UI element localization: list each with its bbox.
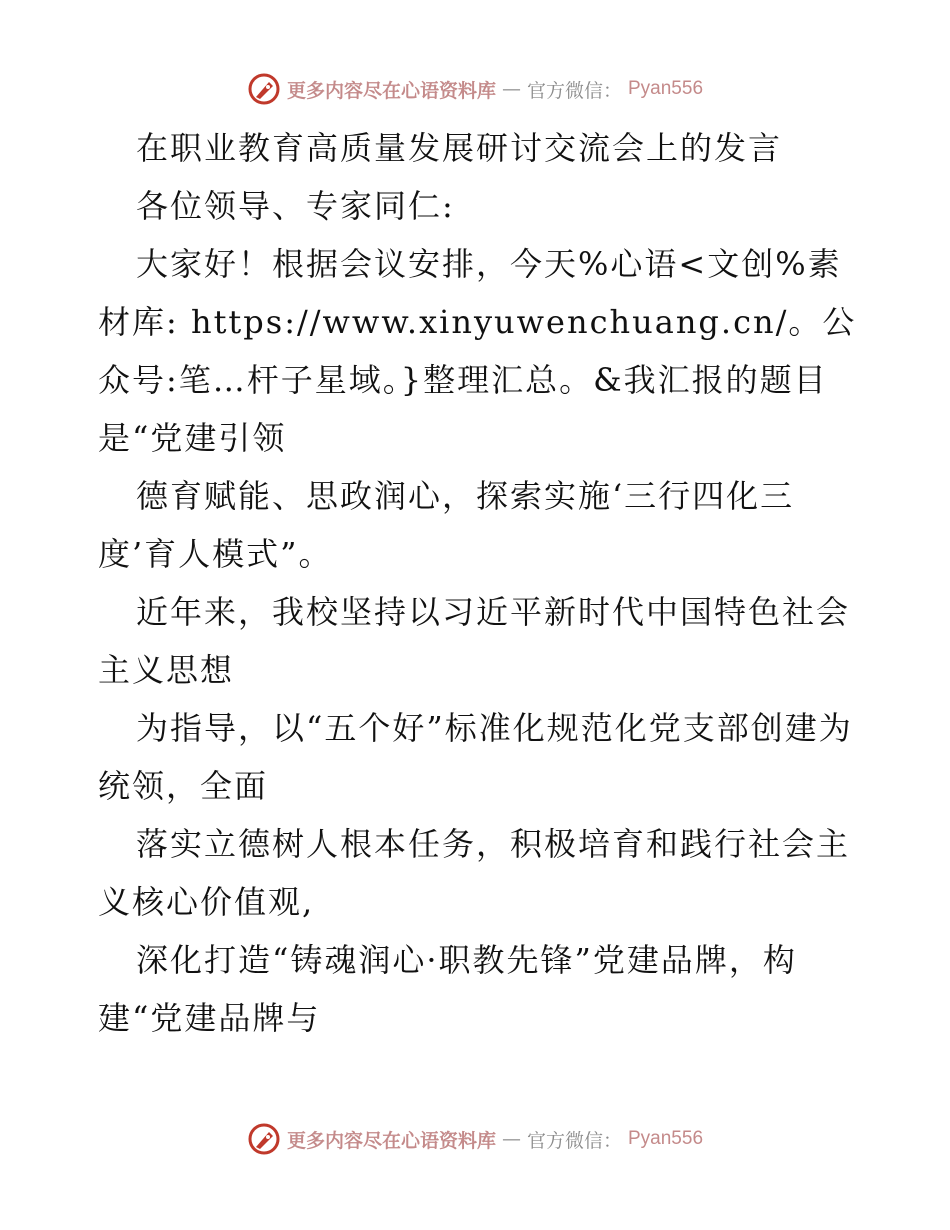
header-brand-text: 更多内容尽在心语资料库 (286, 79, 496, 102)
header-dash: — (501, 78, 521, 100)
paragraph: 德育赋能、思政润心，探索实施‘三行四化三度’育人模式”。 (98, 477, 795, 573)
pen-nib-logo-icon (247, 1122, 281, 1156)
footer-wechat-label: 官方微信： (526, 1129, 622, 1152)
header-wechat-id: Pyan556 (628, 78, 704, 99)
paragraph: 深化打造“铸魂润心·职教先锋”党建品牌，构建“党建品牌与 (98, 941, 797, 1037)
footer-banner (0, 1122, 950, 1156)
header-wechat-label: 官方微信： (526, 79, 622, 102)
paragraph: 大家好！根据会议安排，今天%心语<文创%素材库: https://www.xinyuwenchuang.cn/。公众号:笔…杆子星域。}整理汇总。&我汇报的题目是“党建引领 (98, 245, 857, 457)
footer-dash: — (501, 1128, 521, 1150)
document-title: 在职业教育高质量发展研讨交流会上的发言 (136, 129, 783, 167)
header-banner (0, 72, 950, 106)
paragraph: 落实立德树人根本任务，积极培育和践行社会主义核心价值观, (98, 825, 851, 921)
document-body (98, 119, 858, 1047)
pen-nib-logo-icon (247, 72, 281, 106)
salutation: 各位领导、专家同仁: (136, 187, 455, 225)
paragraph: 为指导，以“五个好”标准化规范化党支部创建为统领，全面 (98, 709, 853, 805)
paragraph: 近年来，我校坚持以习近平新时代中国特色社会主义思想 (98, 593, 851, 689)
footer-brand-text: 更多内容尽在心语资料库 (286, 1129, 496, 1152)
footer-wechat-id: Pyan556 (628, 1128, 704, 1149)
